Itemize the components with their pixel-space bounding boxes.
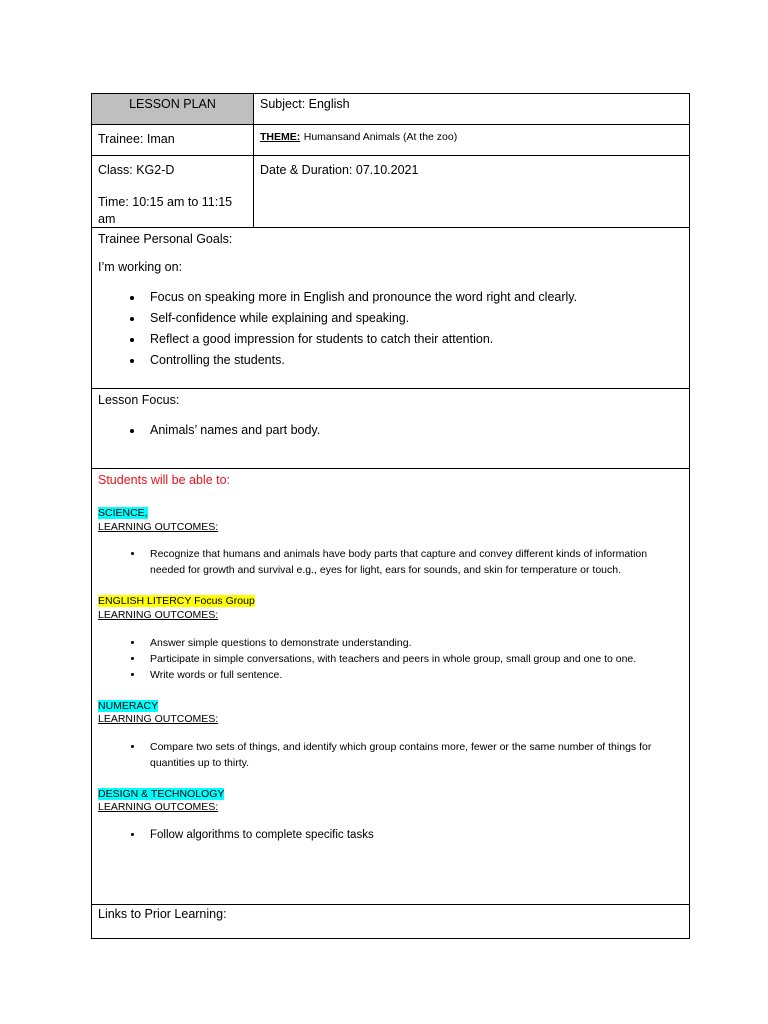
personal-goals-cell xyxy=(92,227,690,388)
goal-item: • Self-confidence while explaining and speaking. xyxy=(144,308,683,329)
prior-learning-label: Links to Prior Learning: xyxy=(98,906,227,921)
design-item: • Follow algorithms to complete specific tasks xyxy=(144,825,683,846)
english-item: • Participate in simple conversations, with teachers and peers in whole group, small group and one to one. xyxy=(144,651,683,667)
goal-item: • Controlling the students. xyxy=(144,350,683,371)
lesson-focus-list xyxy=(98,420,683,441)
time-label: Time: 10:15 am to 11:15 am xyxy=(98,195,233,226)
lesson-plan-heading xyxy=(92,94,254,125)
learning-outcomes-label: LEARNING OUTCOMES: xyxy=(98,520,219,533)
design-title: DESIGN & TECHNOLOGY xyxy=(98,787,225,800)
theme-cell xyxy=(254,125,690,156)
theme-label: THEME: xyxy=(260,131,301,143)
prior-learning-cell xyxy=(92,904,690,938)
lesson-focus-row xyxy=(92,388,690,468)
students-able-heading: Students will be able to: xyxy=(98,472,231,487)
class-label: Class: KG2-D xyxy=(98,163,175,177)
theme-value: Humansand Animals (At the zoo) xyxy=(303,131,458,143)
goal-item: • Reflect a good impression for students to catch their attention. xyxy=(144,329,683,350)
trainee-row xyxy=(92,125,690,156)
class-time-cell xyxy=(92,156,254,228)
english-section xyxy=(98,592,683,682)
learning-outcomes-label: LEARNING OUTCOMES: xyxy=(98,608,219,621)
science-list xyxy=(98,546,683,578)
prior-learning-row xyxy=(92,904,690,938)
header-row xyxy=(92,94,690,125)
learning-outcomes-label: LEARNING OUTCOMES: xyxy=(98,713,219,726)
design-list xyxy=(98,825,683,846)
subject-cell xyxy=(254,94,690,125)
outcomes-row xyxy=(92,468,690,904)
numeracy-section xyxy=(98,697,683,771)
numeracy-item: • Compare two sets of things, and identify which group contains more, fewer or the same number of things for quantities up to thirty. xyxy=(144,739,683,771)
working-on-label: I’m working on: xyxy=(98,260,183,274)
goal-item: • Focus on speaking more in English and pronounce the word right and clearly. xyxy=(144,287,683,308)
personal-goals-title: Trainee Personal Goals: xyxy=(98,231,233,246)
english-title: ENGLISH LITERCY Focus Group xyxy=(98,595,255,608)
english-list xyxy=(98,635,683,683)
class-row xyxy=(92,156,690,228)
lesson-focus-cell xyxy=(92,388,690,468)
focus-item: • Animals’ names and part body. xyxy=(144,420,683,441)
science-section xyxy=(98,504,683,578)
subject-label: Subject: English xyxy=(260,97,350,111)
lesson-focus-title: Lesson Focus: xyxy=(98,392,180,407)
english-item: • Write words or full sentence. xyxy=(144,667,683,683)
date-cell xyxy=(254,156,690,228)
science-item: • Recognize that humans and animals have body parts that capture and convey different kinds of information needed for growth and survival e.g., eyes for light, ears for sounds, and skin for temperature or touch. xyxy=(144,546,683,578)
lesson-plan-label: LESSON PLAN xyxy=(129,97,216,111)
outcomes-cell xyxy=(92,468,690,904)
personal-goals-row xyxy=(92,227,690,388)
science-title: SCIENCE, xyxy=(98,507,148,519)
learning-outcomes-label: LEARNING OUTCOMES: xyxy=(98,801,219,814)
numeracy-list xyxy=(98,739,683,771)
personal-goals-list xyxy=(98,287,683,371)
trainee-label: Trainee: Iman xyxy=(98,132,175,146)
design-section xyxy=(98,785,683,846)
english-item: • Answer simple questions to demonstrate understanding. xyxy=(144,635,683,651)
date-duration-label: Date & Duration: 07.10.2021 xyxy=(260,163,419,177)
numeracy-title: NUMERACY xyxy=(98,699,159,712)
lesson-plan-table xyxy=(91,93,690,939)
trainee-cell xyxy=(92,125,254,156)
